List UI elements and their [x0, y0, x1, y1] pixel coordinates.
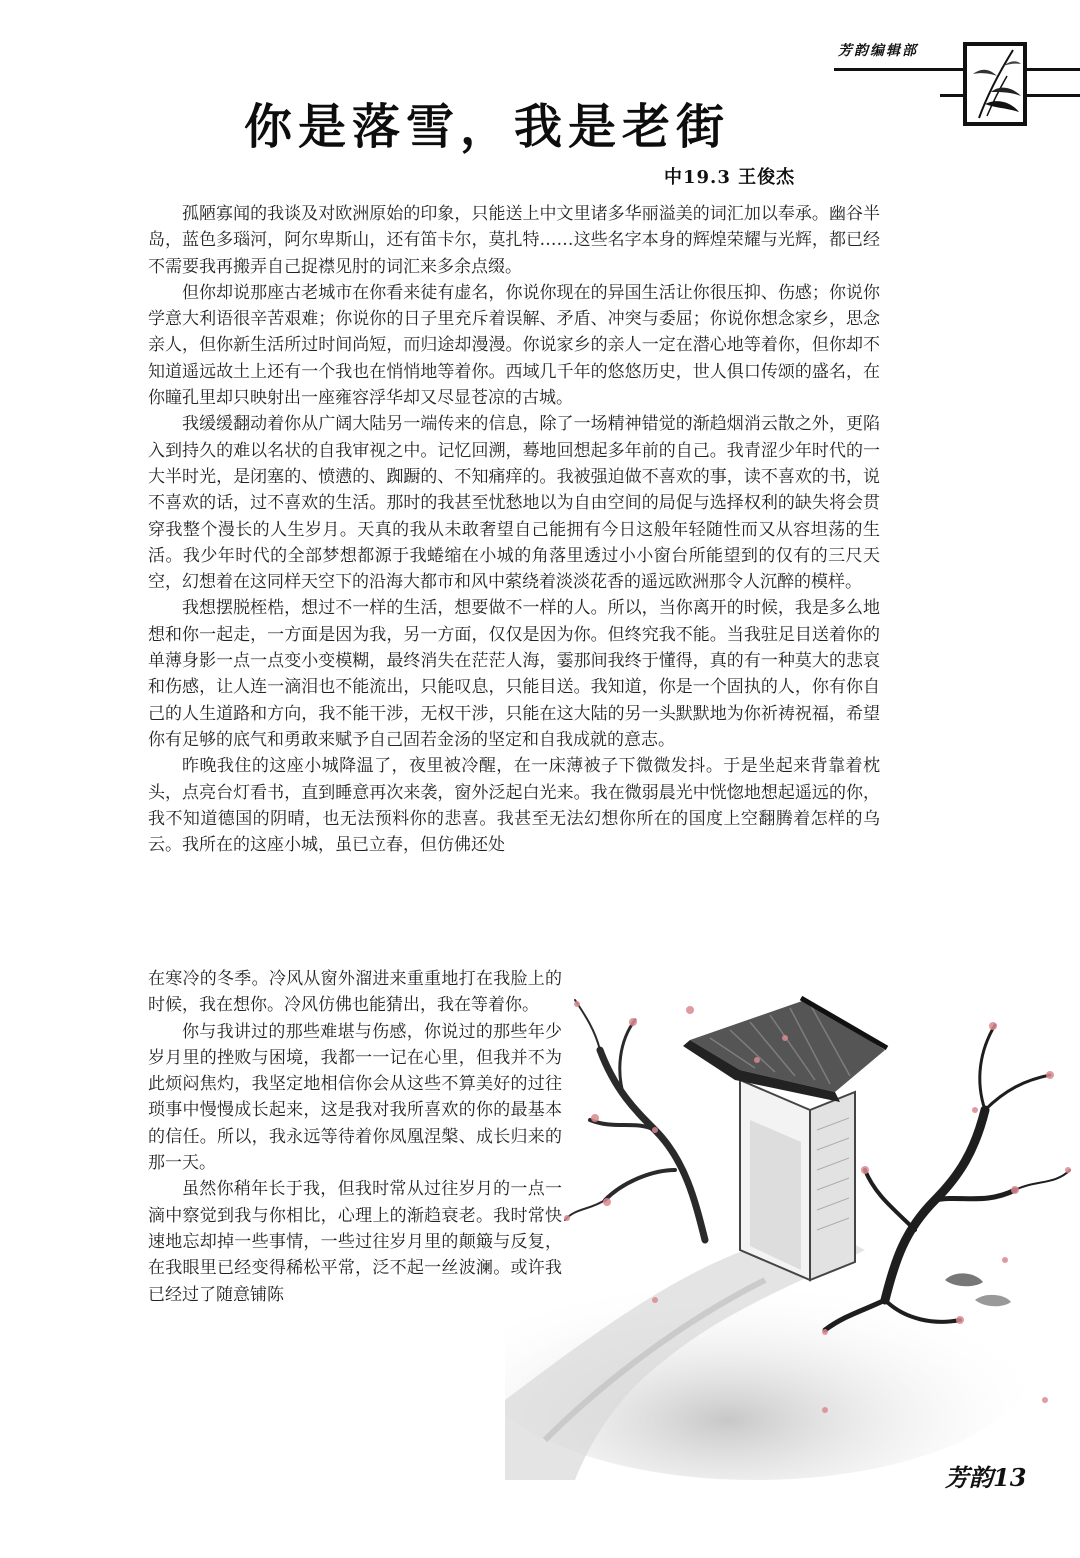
- ink-bamboo-icon: [967, 46, 1023, 122]
- paragraph: 孤陋寡闻的我谈及对欧洲原始的印象，只能送上中文里诸多华丽溢美的词汇加以奉承。幽谷半岛，蓝色多瑙河，阿尔卑斯山，还有笛卡尔，莫扎特……这些名字本身的辉煌荣耀与光辉，都已经不需要我再搬弄自己捉襟见肘的词汇来多余点缀。: [148, 204, 880, 277]
- article-title: 你是落雪，我是老街: [244, 99, 731, 155]
- paragraph: 你与我讲过的那些难堪与伤感，你说过的那些年少岁月里的挫败与困境，我都一一记在心里，但我并不为此烦闷焦灼，我坚定地相信你会从这些不算美好的过往琐事中慢慢成长起来，这是我对我所喜欢的你的最基本的信任。所以，我永远等待着你凤凰涅槃、成长归来的那一天。: [148, 1021, 562, 1174]
- ink-painting-old-gate-plum-blossom-icon: [505, 980, 1080, 1480]
- header-logo: [963, 42, 1027, 126]
- paragraph: 在寒冷的冬季。冷风从窗外溜进来重重地打在我脸上的时候，我在想你。冷风仿佛也能猜出，我在等着你。: [148, 969, 562, 1016]
- header-rule-top: [834, 68, 1080, 71]
- page-number: 芳韵13: [945, 1463, 1027, 1492]
- article-body-narrow: [148, 966, 562, 1308]
- paragraph: 昨晚我住的这座小城降温了，夜里被冷醒，在一床薄被子下微微发抖。于是坐起来背靠着枕头，点亮台灯看书，直到睡意再次来袭，窗外泛起白光来。我在微弱晨光中恍惚地想起遥远的你，我不知道德国的阴晴，也无法预料你的悲喜。我甚至无法幻想你所在的国度上空翻腾着怎样的乌云。我所在的这座小城，虽已立春，但仿佛还处: [148, 756, 880, 856]
- section-label: 芳韵编辑部: [838, 43, 918, 59]
- article-body: [148, 201, 880, 858]
- paragraph: 我缓缓翻动着你从广阔大陆另一端传来的信息，除了一场精神错觉的渐趋烟消云散之外，更陷入到持久的难以名状的自我审视之中。记忆回溯，蓦地回想起多年前的自己。我青涩少年时代的一大半时光，是闭塞的、愤懑的、踟蹰的、不知痛痒的。我被强迫做不喜欢的事，读不喜欢的书，说不喜欢的话，过不喜欢的生活。那时的我甚至忧愁地以为自由空间的局促与选择权利的缺失将会贯穿我整个漫长的人生岁月。天真的我从未敢奢望自己能拥有今日这般年轻随性而又从容坦荡的生活。我少年时代的全部梦想都源于我蜷缩在小城的角落里透过小小窗台所能望到的仅有的三尺天空，幻想着在这同样天空下的沿海大都市和风中萦绕着淡淡花香的遥远欧洲那令人沉醉的模样。: [148, 414, 880, 593]
- article-author: 中19.3 王俊杰: [664, 167, 796, 188]
- paragraph: 虽然你稍年长于我，但我时常从过往岁月的一点一滴中察觉到我与你相比，心理上的渐趋衰老。我时常快速地忘却掉一些事情，一些过往岁月里的颠簸与反复，在我眼里已经变得稀松平常，泛不起一丝波澜。或许我已经过了随意铺陈: [148, 1179, 562, 1305]
- paragraph: 我想摆脱桎梏，想过不一样的生活，想要做不一样的人。所以，当你离开的时候，我是多么地想和你一起走，一方面是因为我，另一方面，仅仅是因为你。但终究我不能。当我驻足目送着你的单薄身影一点一点变小变模糊，最终消失在茫茫人海，霎那间我终于懂得，真的有一种莫大的悲哀和伤感，让人连一滴泪也不能流出，只能叹息，只能目送。我知道，你是一个固执的人，你有你自己的人生道路和方向，我不能干涉，无权干涉，只能在这大陆的另一头默默地为你祈祷祝福，希望你有足够的底气和勇敢来赋予自己固若金汤的坚定和自我成就的意志。: [148, 598, 880, 750]
- ink-painting-illustration: [505, 980, 1080, 1480]
- paragraph: 但你却说那座古老城市在你看来徒有虚名，你说你现在的异国生活让你很压抑、伤感；你说你学意大利语很辛苦艰难；你说你的日子里充斥着误解、矛盾、冲突与委屈；你说你想念家乡，思念亲人，但你新生活所过时间尚短，而归途却漫漫。你说家乡的亲人一定在潜心地等着你，但你却不知道遥远故土上还有一个我也在悄悄地等着你。西域几千年的悠悠历史，世人俱口传颂的盛名，在你瞳孔里却只映射出一座雍容浮华却又尽显苍凉的古城。: [148, 282, 880, 409]
